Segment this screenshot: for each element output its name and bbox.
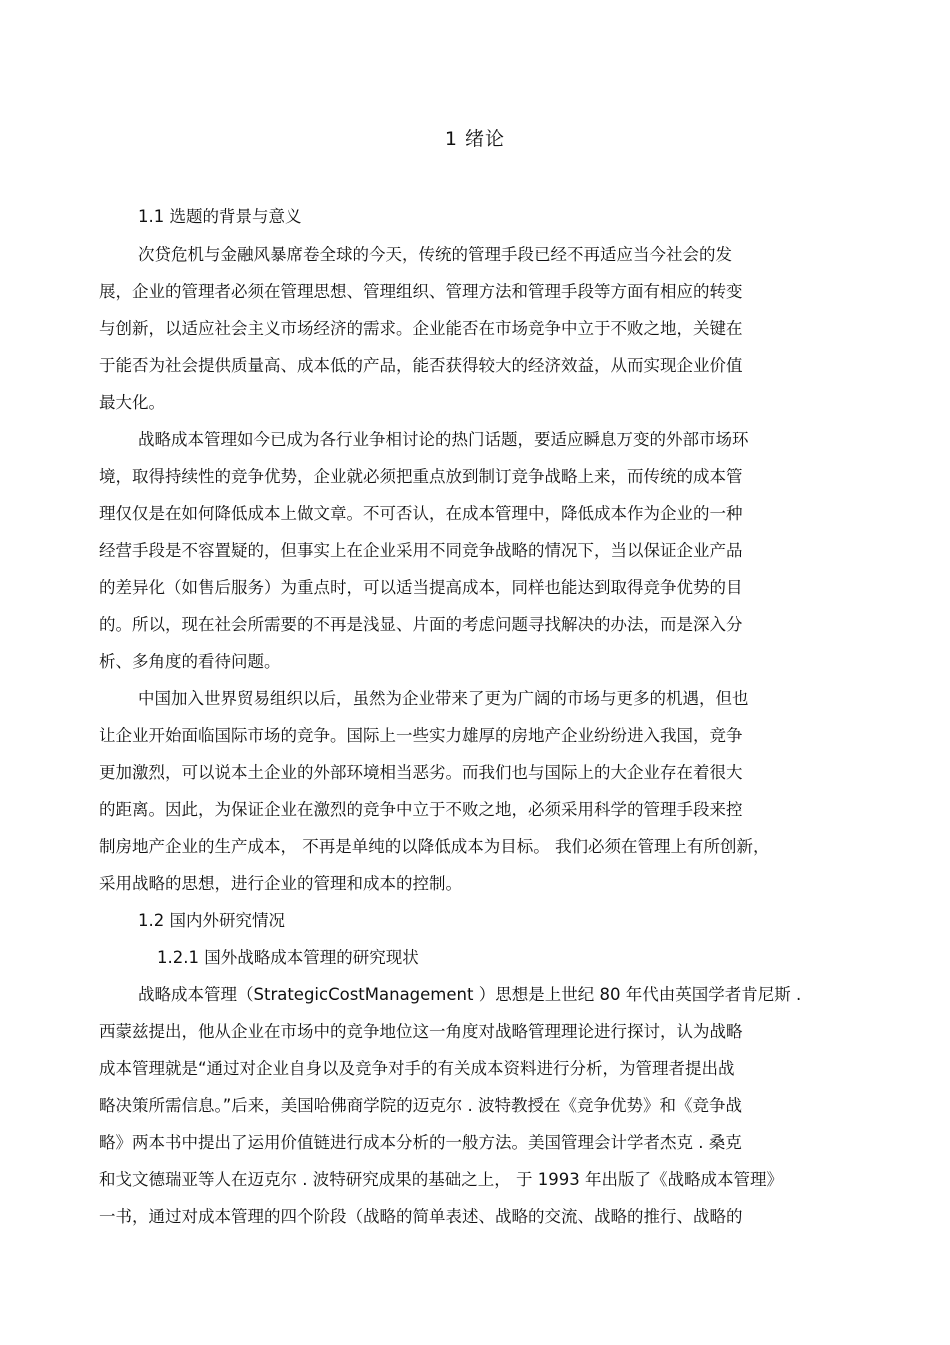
- text-line: 和戈文德瑞亚等人在迈克尔 . 波特研究成果的基础之上， 于 1993 年出版了《战略成本管理》: [99, 1170, 783, 1189]
- chapter-title: 1 绪论: [444, 128, 506, 150]
- text-line: 成本管理就是“通过对企业自身以及竞争对手的有关成本资料进行分析，为管理者提出战: [99, 1059, 735, 1078]
- text-line: 理仅仅是在如何降低成本上做文章。不可否认，在成本管理中，降低成本作为企业的一种: [99, 504, 743, 523]
- text-line: 的距离。因此，为保证企业在激烈的竞争中立于不败之地，必须采用科学的管理手段来控: [99, 800, 743, 819]
- subsection-heading: 1.2.1 国外战略成本管理的研究现状: [157, 948, 419, 967]
- text-line: 展，企业的管理者必须在管理思想、管理组织、管理方法和管理手段等方面有相应的转变: [99, 282, 743, 301]
- text-line: 西蒙兹提出，他从企业在市场中的竞争地位这一角度对战略管理理论进行探讨，认为战略: [99, 1022, 743, 1041]
- text-line: 析、多角度的看待问题。: [99, 652, 281, 671]
- text-line: 制房地产企业的生产成本， 不再是单纯的以降低成本为目标。 我们必须在管理上有所创新，: [99, 837, 770, 856]
- text-line: 境，取得持续性的竞争优势，企业就必须把重点放到制订竞争战略上来，而传统的成本管: [99, 467, 743, 486]
- text-line: 一书，通过对成本管理的四个阶段（战略的简单表述、战略的交流、战略的推行、战略的: [99, 1207, 743, 1226]
- section-heading: 1.2 国内外研究情况: [138, 911, 285, 930]
- text-line: 的差异化（如售后服务）为重点时，可以适当提高成本，同样也能达到取得竞争优势的目: [99, 578, 743, 597]
- text-line: 中国加入世界贸易组织以后，虽然为企业带来了更为广阔的市场与更多的机遇，但也: [138, 689, 749, 708]
- text-line: 经营手段是不容置疑的，但事实上在企业采用不同竞争战略的情况下，当以保证企业产品: [99, 541, 743, 560]
- text-line: 战略成本管理（StrategicCostManagement ）思想是上世纪 80 年代由英国学者肯尼斯 .: [138, 985, 802, 1004]
- text-line: 采用战略的思想，进行企业的管理和成本的控制。: [99, 874, 462, 893]
- text-line: 最大化。: [99, 393, 165, 412]
- text-line: 与创新，以适应社会主义市场经济的需求。企业能否在市场竞争中立于不败之地，关键在: [99, 319, 743, 338]
- text-line: 的。所以，现在社会所需要的不再是浅显、片面的考虑问题寻找解决的办法，而是深入分: [99, 615, 743, 634]
- text-line: 更加激烈，可以说本土企业的外部环境相当恶劣。而我们也与国际上的大企业存在着很大: [99, 763, 743, 782]
- text-line: 次贷危机与金融风暴席卷全球的今天，传统的管理手段已经不再适应当今社会的发: [138, 245, 732, 264]
- text-line: 让企业开始面临国际市场的竞争。国际上一些实力雄厚的房地产企业纷纷进入我国，竞争: [99, 726, 743, 745]
- section-heading: 1.1 选题的背景与意义: [138, 207, 302, 226]
- text-line: 于能否为社会提供质量高、成本低的产品，能否获得较大的经济效益，从而实现企业价值: [99, 356, 743, 375]
- text-line: 战略成本管理如今已成为各行业争相讨论的热门话题，要适应瞬息万变的外部市场环: [138, 430, 749, 449]
- text-line: 略决策所需信息。”后来，美国哈佛商学院的迈克尔 . 波特教授在《竞争优势》和《竞争战: [99, 1096, 743, 1115]
- text-line: 略》两本书中提出了运用价值链进行成本分析的一般方法。美国管理会计学者杰克 . 桑克: [99, 1133, 742, 1152]
